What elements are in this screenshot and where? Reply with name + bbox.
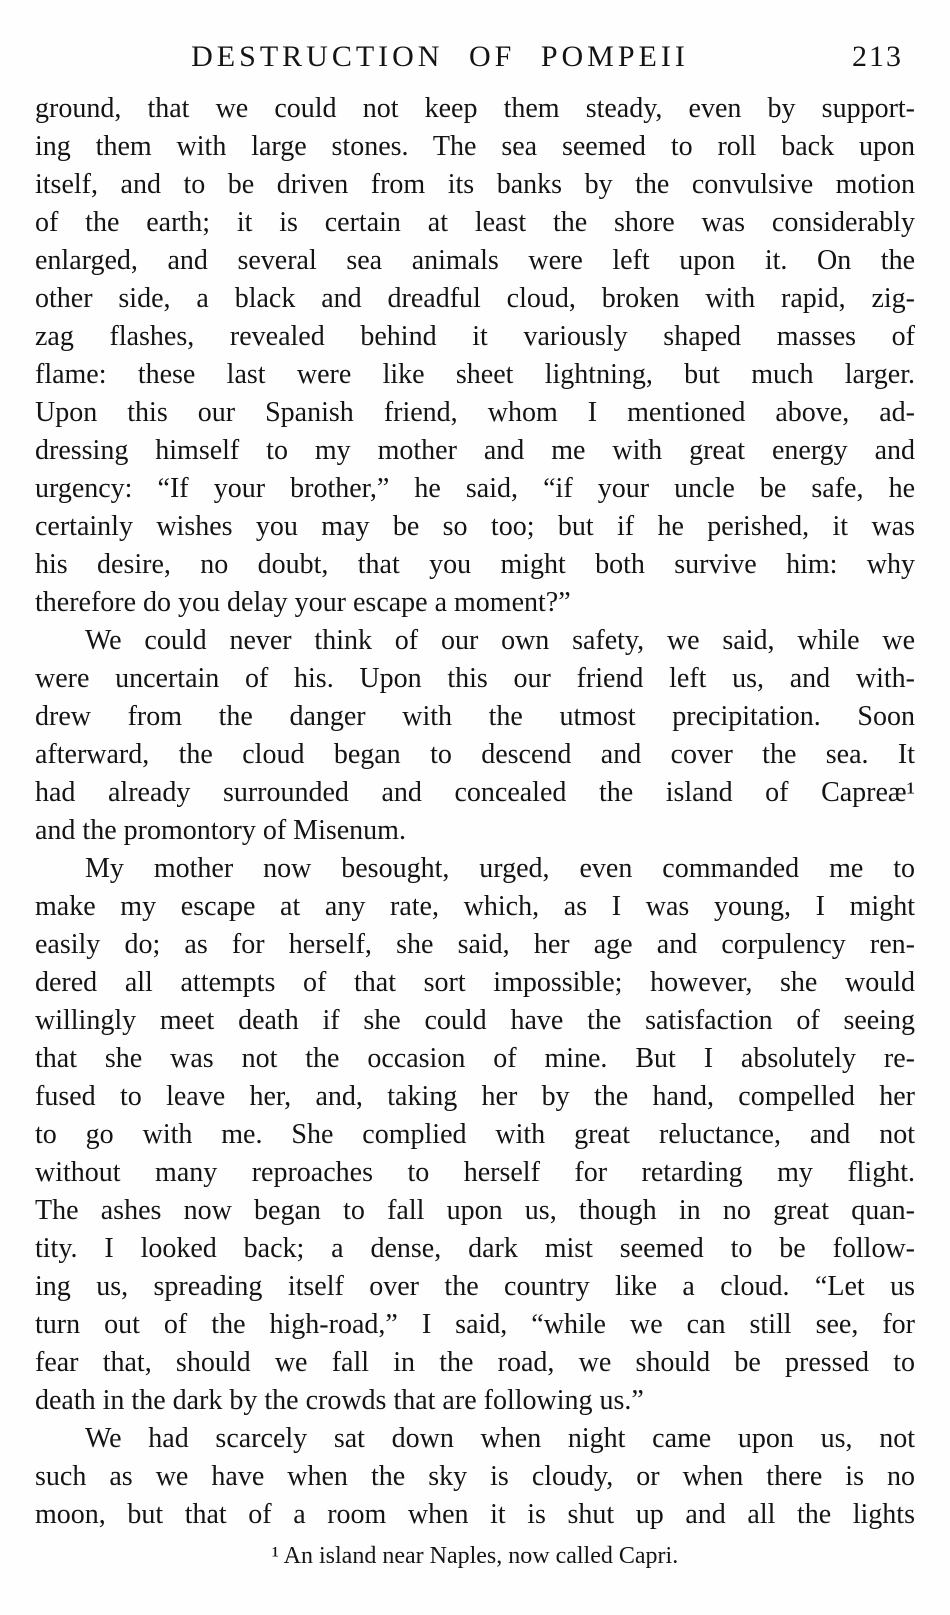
text-line: without many reproaches to herself for retarding my flight. xyxy=(35,1157,915,1188)
text-line: his desire, no doubt, that you might both survive him: why xyxy=(35,549,915,580)
text-line: drew from the danger with the utmost precipitation. Soon xyxy=(35,701,915,732)
text-line: dressing himself to my mother and me with great energy and xyxy=(35,435,915,466)
text-line: make my escape at any rate, which, as I was young, I might xyxy=(35,891,915,922)
text-line: We had scarcely sat down when night came upon us, not xyxy=(85,1423,915,1454)
text-line: that she was not the occasion of mine. But I absolutely re- xyxy=(35,1043,915,1074)
text-line: ground, that we could not keep them steady, even by support- xyxy=(35,93,915,124)
text-line: ing them with large stones. The sea seemed to roll back upon xyxy=(35,131,915,162)
text-line: Upon this our Spanish friend, whom I mentioned above, ad- xyxy=(35,397,915,428)
paragraph xyxy=(35,850,915,1420)
text-line: afterward, the cloud began to descend and cover the sea. It xyxy=(35,739,915,770)
text-line: to go with me. She complied with great reluctance, and not xyxy=(35,1119,915,1150)
text-line: enlarged, and several sea animals were left upon it. On the xyxy=(35,245,915,276)
page-title: DESTRUCTION OF POMPEII xyxy=(191,40,689,73)
text-line: zag flashes, revealed behind it variously shaped masses of xyxy=(35,321,915,352)
text-line: willingly meet death if she could have the satisfaction of seeing xyxy=(35,1005,915,1036)
text-line: easily do; as for herself, she said, her age and corpulency ren- xyxy=(35,929,915,960)
text-line: ing us, spreading itself over the country like a cloud. “Let us xyxy=(35,1271,915,1302)
running-head xyxy=(35,40,915,80)
text-line: moon, but that of a room when it is shut up and all the lights xyxy=(35,1499,915,1530)
text-line: therefore do you delay your escape a moment?” xyxy=(35,587,571,618)
text-line: My mother now besought, urged, even commanded me to xyxy=(85,853,915,884)
text-line: We could never think of our own safety, we said, while we xyxy=(85,625,915,656)
text-line: tity. I looked back; a dense, dark mist seemed to be follow- xyxy=(35,1233,915,1264)
text-line: fear that, should we fall in the road, we should be pressed to xyxy=(35,1347,915,1378)
paragraph xyxy=(35,90,915,622)
text-line: flame: these last were like sheet lightning, but much larger. xyxy=(35,359,915,390)
text-line: fused to leave her, and, taking her by the hand, compelled her xyxy=(35,1081,915,1112)
text-line: turn out of the high-road,” I said, “while we can still see, for xyxy=(35,1309,915,1340)
text-line: of the earth; it is certain at least the shore was considerably xyxy=(35,207,915,238)
text-line: and the promontory of Misenum. xyxy=(35,815,406,846)
page-body xyxy=(35,90,915,1534)
paragraph xyxy=(35,1420,915,1534)
text-line: had already surrounded and concealed the island of Capreæ¹ xyxy=(35,777,915,808)
paragraph xyxy=(35,622,915,850)
text-line: death in the dark by the crowds that are following us.” xyxy=(35,1385,644,1416)
text-line: itself, and to be driven from its banks by the convulsive motion xyxy=(35,169,915,200)
text-line: other side, a black and dreadful cloud, broken with rapid, zig- xyxy=(35,283,915,314)
text-line: The ashes now began to fall upon us, though in no great quan- xyxy=(35,1195,915,1226)
text-line: were uncertain of his. Upon this our friend left us, and with- xyxy=(35,663,915,694)
text-line: such as we have when the sky is cloudy, or when there is no xyxy=(35,1461,915,1492)
footnote: ¹ An island near Naples, now called Capri. xyxy=(271,1543,679,1569)
page-number: 213 xyxy=(852,40,903,73)
text-line: certainly wishes you may be so too; but if he perished, it was xyxy=(35,511,915,542)
text-line: dered all attempts of that sort impossible; however, she would xyxy=(35,967,915,998)
text-line: urgency: “If your brother,” he said, “if your uncle be safe, he xyxy=(35,473,915,504)
